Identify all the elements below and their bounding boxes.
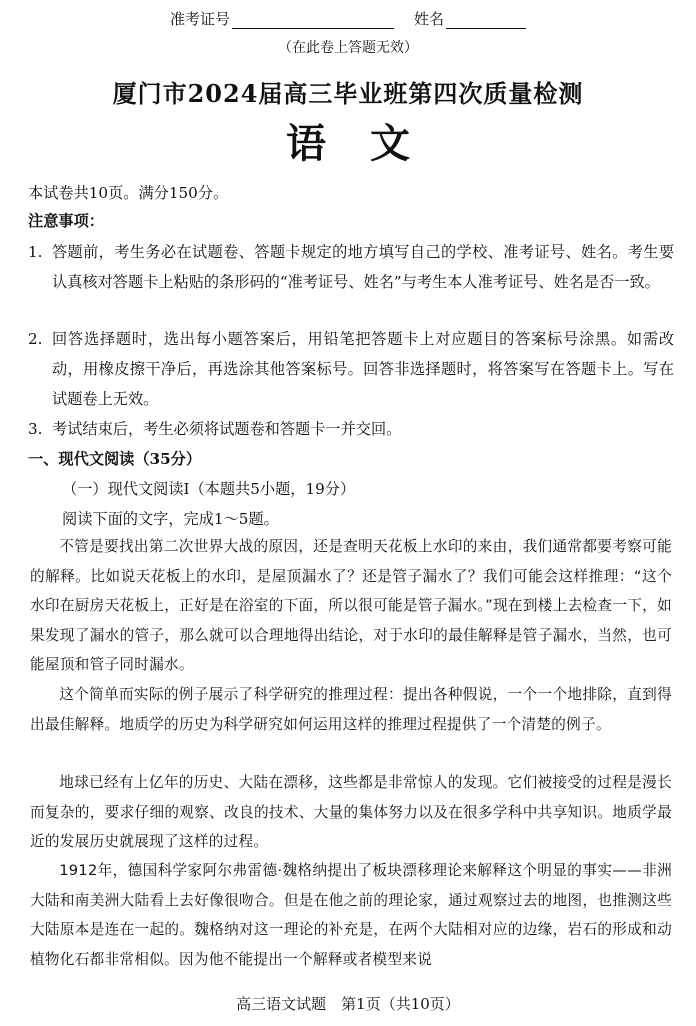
page-footer: 高三语文试题 第1页（共10页） xyxy=(236,995,460,1013)
exam-id-label: 准考证号 xyxy=(169,10,230,28)
notice-item-text: 考试结束后，考生必须将试题卷和答题卡一并交回。 xyxy=(52,420,402,438)
notice-item-number: 1. xyxy=(28,243,43,261)
exam-title: 厦门市2024届高三毕业班第四次质量检测 xyxy=(112,79,584,108)
notice-heading: 注意事项： xyxy=(28,212,104,230)
invalid-note: （在此卷上答题无效） xyxy=(278,40,418,56)
name-label: 姓名 xyxy=(414,10,445,28)
passage-paragraph: 不管是要找出第二次世界大战的原因，还是查明天花板上水印的来由，我们通常都要考察可能的解释。比如说天花板上的水印，是屋顶漏水了？还是管子漏水了？我们可能会这样推理：“这个水印在厨房天花板上，正好是在浴室的下面，所以很可能是管子漏水。”现在到楼上去检查一下，如果发现了漏水的管子，那么就可以合理地得出结论，对于水印的最佳解释是管子漏水，当然，也可能屋顶和管子同时漏水。 xyxy=(30,538,672,673)
notice-item xyxy=(28,237,674,297)
notice-item-text: 答题前，考生务必在试题卷、答题卡规定的地方填写自己的学校、准考证号、姓名。考生要认真核对答题卡上粘贴的条形码的“准考证号、姓名”与考生本人准考证号、姓名是否一致。 xyxy=(52,243,674,291)
candidate-info-line xyxy=(0,8,696,29)
passage-paragraph: 1912年，德国科学家阿尔弗雷德·魏格纳提出了板块漂移理论来解释这个明显的事实——非洲大陆和南美洲大陆看上去好像很吻合。但是在他之前的理论家，通过观察过去的地图，也推测这些大陆原本是连在一起的。魏格纳对这一理论的补充是，在两个大陆相对应的边缘，岩石的形成和动植物化石都非常相似。因为他不能提出一个解释或者模型来说 xyxy=(30,862,672,968)
notice-item xyxy=(28,324,674,414)
reading-instruction: 阅读下面的文字，完成1～5题。 xyxy=(62,510,279,528)
notice-item-text: 回答选择题时，选出每小题答案后，用铅笔把答题卡上对应题目的答案标号涂黑。如需改动，用橡皮擦干净后，再选涂其他答案标号。回答非选择题时，将答案写在答题卡上。写在试题卷上无效。 xyxy=(52,330,674,408)
passage-paragraph: 地球已经有上亿年的历史、大陆在漂移，这些都是非常惊人的发现。它们被接受的过程是漫长而复杂的，要求仔细的观察、改良的技术、大量的集体努力以及在很多学科中共享知识。地质学最近的发展历史就展现了这样的过程。 xyxy=(30,774,672,850)
notice-item-number: 3. xyxy=(28,420,43,438)
name-blank xyxy=(446,12,526,29)
passage-paragraph: 这个简单而实际的例子展示了科学研究的推理过程：提出各种假说，一个一个地排除，直到得出最佳解释。地质学的历史为科学研究如何运用这样的推理过程提供了一个清楚的例子。 xyxy=(30,686,672,733)
section-heading: 一、现代文阅读（35分） xyxy=(28,450,202,468)
notice-item-number: 2. xyxy=(28,330,43,348)
notice-item xyxy=(28,414,674,444)
paper-intro: 本试卷共10页。满分150分。 xyxy=(28,184,229,202)
subsection-heading: （一）现代文阅读Ⅰ（本题共5小题，19分） xyxy=(62,480,356,498)
subject-title: 语文 xyxy=(286,120,454,167)
exam-id-blank xyxy=(232,12,394,29)
